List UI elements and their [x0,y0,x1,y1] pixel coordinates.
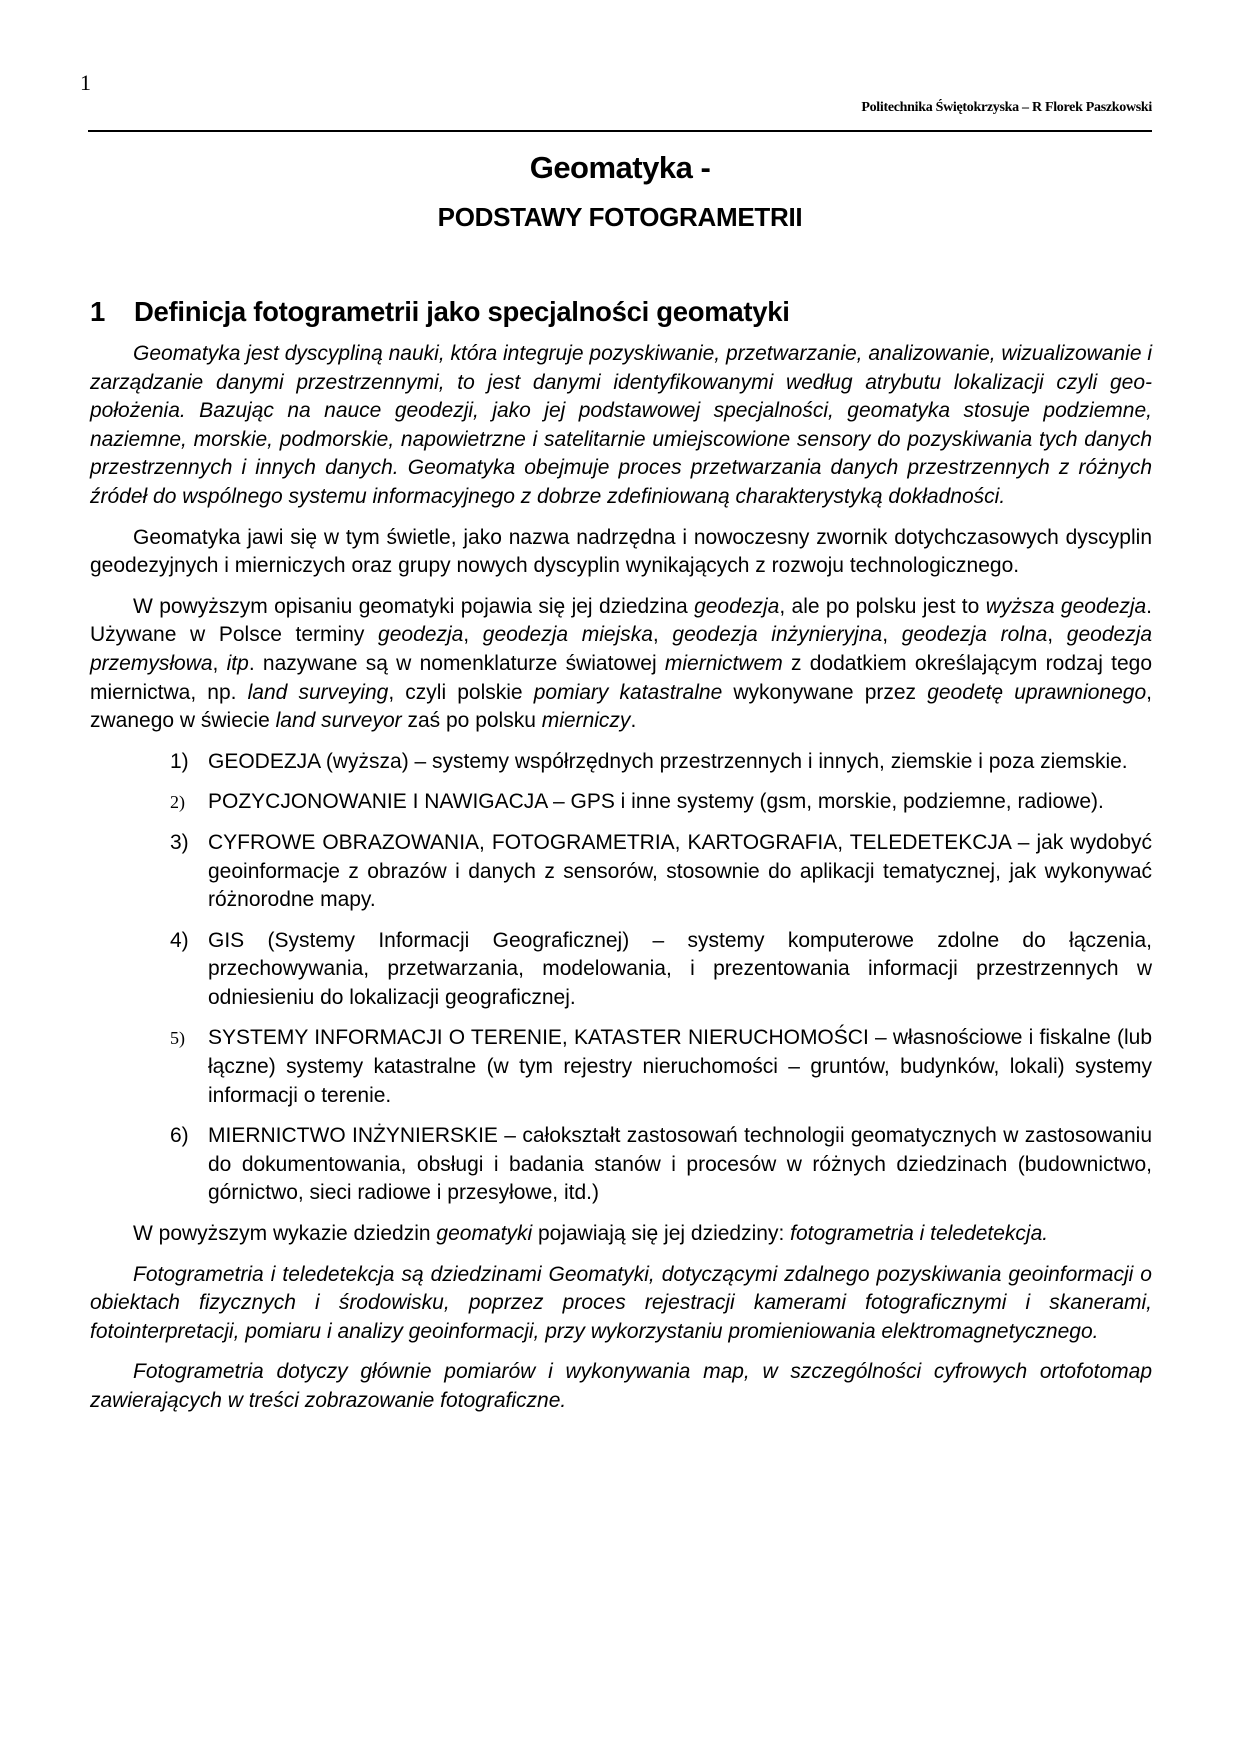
list-marker: 5) [170,1028,185,1049]
page-number: 1 [80,70,91,95]
section-number: 1 [90,296,105,327]
paragraph-geomatics-definition: Geomatyka jest dyscypliną nauki, która integruje pozyskiwanie, przetwarzanie, analizowanie, wizualizowanie i zarządzanie danymi przestrzennymi, to jest danymi identyfikowanymi według atrybutu lokalizacji czyli geo-położenia. Bazując na nauce geodezji, jako jej podstawowej specjalności, geomatyka stosuje podziemne, naziemne, morskie, podmorskie, napowietrzne i satelitarnie umiejscowione sensory do pozyskiwania tych danych przestrzennych i innych danych. Geomatyka obejmuje proces przetwarzania danych przestrzennych z różnych źródeł do wspólnego systemu informacyjnego z dobrze zdefiniowaną charakterystyką dokładności. [90,342,1153,508]
list-item-text: CYFROWE OBRAZOWANIA, FOTOGRAMETRIA, KARTOGRAFIA, TELEDETEKCJA – jak wydobyć geoinformacje z obrazów i danych z sensorów, stosownie do aplikacji tematycznej, jak wykonywać różnorodne mapy. [208,830,1152,912]
text-run: , [1047,623,1067,647]
list-item [170,829,1152,915]
geomatics-domains-list [90,748,1152,1208]
list-item [170,927,1152,1013]
document-title: Geomatyka - [529,150,711,185]
list-item [170,748,1152,777]
running-header: Politechnika Świętokrzyska – R Florek Paszkowski [861,100,1152,115]
text-run: . nazywane są w nomenklaturze światowej [248,651,665,675]
text-run: , zwanego w świecie [90,680,1152,733]
text-run: . [630,709,637,733]
list-marker: 2) [170,792,185,813]
section-title: Definicja fotogrametrii jako specjalności geomatyki [134,296,790,327]
list-marker: 3) [170,830,189,854]
text-run: z dodatkiem określającym rodzaj tego miernictwa, np. [90,651,1152,704]
emphasized-term: land surveying [247,680,389,704]
emphasized-term: geodezja przemysłowa [90,623,1153,675]
emphasized-term: miernictwem [664,651,783,675]
emphasized-term: geodezja [694,594,780,618]
list-item-text: GIS (Systemy Informacji Geograficznej) – systemy komputerowe zdolne do łączenia, przechowywania, przetwarzania, modelowania, i prezentowania informacji przestrzennych w odniesieniu do lokalizacji geograficznej. [208,928,1152,1009]
text-run: W powyższym wykazie dziedzin [133,1222,437,1246]
paragraph-photogrammetry-definition: Fotogrametria i teledetekcja są dziedzinami Geomatyki, dotyczącymi zdalnego pozyskiwania geoinformacji o obiektach fizycznych i środowisku, poprzez proces rejestracji kamerami fotograficznymi i skanerami, fotointerpretacji, pomiaru i analizy geoinformacji, przy wykorzystaniu promieniowania elektromagnetycznego. [90,1262,1152,1343]
list-marker: 4) [170,928,189,952]
emphasized-term: mierniczy [541,709,631,733]
text-run: , [882,623,902,647]
text-run: , [463,623,483,647]
paragraph-photogrammetry-maps: Fotogrametria dotyczy głównie pomiarów i wykonywania map, w szczególności cyfrowych ortofotomap zawierających w treści zobrazowanie fotograficzne. [90,1360,1152,1412]
text-run: . Używane w Polsce terminy [90,594,1153,647]
emphasized-term: geodezja rolna [901,623,1048,647]
emphasized-term: itp [226,651,249,675]
text-run: , ale po polsku jest to [779,594,986,618]
document-subtitle: PODSTAWY FOTOGRAMETRII [437,202,803,232]
section-heading [90,296,1152,328]
emphasized-term: geodezja [378,623,464,647]
text-run: W powyższym opisaniu geomatyki pojawia się jej dziedzina [133,594,695,618]
list-item-text: GEODEZJA (wyższa) – systemy współrzędnych przestrzennych i innych, ziemskie i poza ziemskie. [208,749,1128,773]
emphasized-term: pomiary katastralne [533,680,723,704]
document-body [90,340,1152,1416]
text-run: zaś po polsku [401,709,542,733]
list-item-text: POZYCJONOWANIE I NAWIGACJA – GPS i inne systemy (gsm, morskie, podziemne, radiowe). [208,790,1104,814]
text-run: wykonywane przez [722,680,928,704]
list-marker: 1) [170,749,189,773]
emphasized-term: geodezja inżynieryjna [672,623,883,647]
emphasized-term: fotogrametria i teledetekcja. [790,1222,1049,1246]
text-run: , czyli polskie [388,680,534,704]
emphasized-term: land surveyor [275,709,402,733]
emphasized-term: geodetę uprawnionego [927,680,1147,704]
list-item-text: MIERNICTWO INŻYNIERSKIE – całokształt zastosowań technologii geomatycznych w zastosowaniu do dokumentowania, obsługi i badania stanów i procesów w różnych dziedzinach (budownictwo, górnictwo, sieci radiowe i przesyłowe, itd.) [208,1124,1152,1205]
paragraph-photogrammetry-domains [90,1220,1152,1249]
emphasized-term: geomatyki [436,1222,533,1246]
emphasized-term: wyższa geodezja [985,594,1147,618]
list-item [170,1122,1152,1208]
emphasized-term: geodezja miejska [482,623,653,647]
list-item [170,1024,1152,1110]
paragraph-geodesy-terms [90,593,1152,736]
list-marker: 6) [170,1124,189,1148]
text-run: pojawiają się jej dziedziny: [532,1222,791,1246]
list-item-text: SYSTEMY INFORMACJI O TERENIE, KATASTER NIERUCHOMOŚCI – własnościowe i fiskalne (lub łączne) systemy katastralne (w tym rejestry nieruchomości – gruntów, budynków, lokali) systemy informacji o terenie. [208,1026,1152,1107]
text-run: , [212,651,227,675]
paragraph-geomatics-umbrella: Geomatyka jawi się w tym świetle, jako nazwa nadrzędna i nowoczesny zwornik dotychczasowych dyscyplin geodezyjnych i mierniczych oraz grupy nowych dyscyplin wynikających z rozwoju technologicznego. [90,525,1152,578]
list-item [170,788,1152,817]
text-run: , [652,623,673,647]
header-divider [88,130,1152,132]
